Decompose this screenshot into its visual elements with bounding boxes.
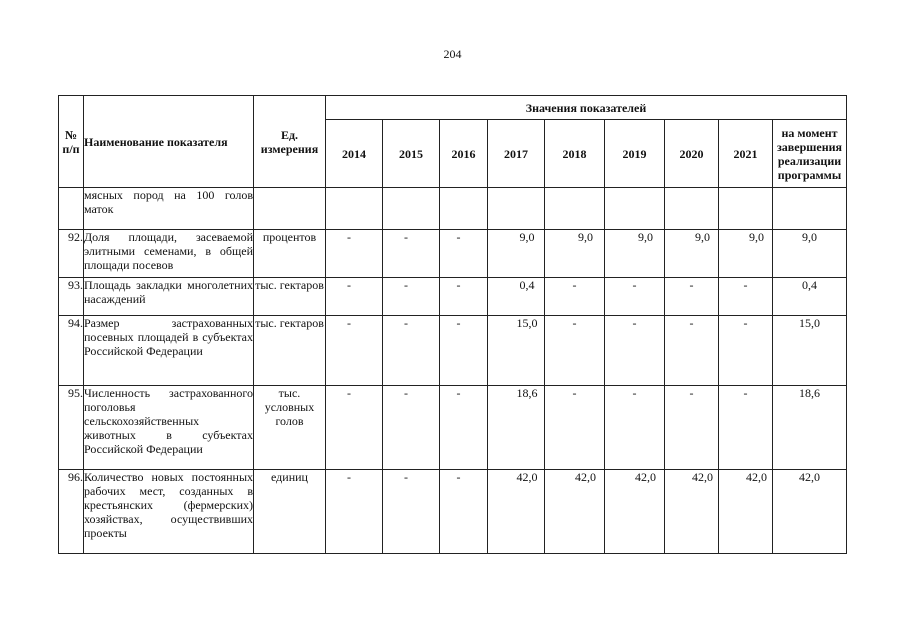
row-value: 42,0 [605,470,665,554]
row-final [773,188,847,230]
header-year: 2019 [605,120,665,188]
row-value: - [605,386,665,470]
header-year: 2015 [383,120,440,188]
table-row [59,470,847,554]
table-row-continuation [59,188,847,230]
header-unit: Ед. измерения [254,96,326,188]
row-value: 15,0 [488,316,545,386]
header-year: 2014 [326,120,383,188]
row-unit: тыс. гектаров [254,278,326,316]
row-value: 42,0 [488,470,545,554]
row-value: - [665,386,719,470]
row-name: Численность застрахованного поголовья сельскохозяйственных животных в субъектах Российской Федерации [84,386,254,470]
row-value [665,188,719,230]
row-unit [254,188,326,230]
row-unit: единиц [254,470,326,554]
row-name: Количество новых постоянных рабочих мест, созданных в крестьянских (фермерских) хозяйствах, осуществивших проекты [84,470,254,554]
row-value: - [440,386,488,470]
row-num: 96. [59,470,84,554]
row-value: 42,0 [545,470,605,554]
row-value: 9,0 [665,230,719,278]
table-row [59,278,847,316]
header-year: 2017 [488,120,545,188]
table-header [59,96,847,188]
row-value: - [440,230,488,278]
row-value: - [383,470,440,554]
row-final: 15,0 [773,316,847,386]
row-unit: тыс. условных голов [254,386,326,470]
row-value [605,188,665,230]
row-value: - [440,316,488,386]
row-unit: процентов [254,230,326,278]
header-final: на момент завершения реализации программы [773,120,847,188]
header-year: 2020 [665,120,719,188]
row-num: 93. [59,278,84,316]
table-row [59,386,847,470]
row-value: - [383,230,440,278]
row-value: - [326,470,383,554]
row-value [545,188,605,230]
header-num: № п/п [59,96,84,188]
row-value: 9,0 [719,230,773,278]
row-value: - [326,278,383,316]
row-value [488,188,545,230]
header-name: Наименование показателя [84,96,254,188]
row-name: Доля площади, засеваемой элитными семенами, в общей площади посевов [84,230,254,278]
indicators-table [58,95,847,554]
page-number: 204 [443,47,462,61]
row-final: 18,6 [773,386,847,470]
table-body [59,188,847,554]
row-value: - [545,316,605,386]
row-value [383,188,440,230]
row-value: - [383,278,440,316]
header-year: 2018 [545,120,605,188]
row-value: 42,0 [665,470,719,554]
row-value: - [605,278,665,316]
row-value: - [545,278,605,316]
row-value: - [383,316,440,386]
row-value: 18,6 [488,386,545,470]
row-value: - [605,316,665,386]
row-value: - [383,386,440,470]
row-value: 9,0 [545,230,605,278]
table-row [59,230,847,278]
row-name: Площадь закладки многолетних насаждений [84,278,254,316]
row-value: - [440,470,488,554]
row-final: 42,0 [773,470,847,554]
row-value: - [665,316,719,386]
row-num [59,188,84,230]
row-value: - [545,386,605,470]
row-name: Размер застрахованных посевных площадей в субъектах Российской Федерации [84,316,254,386]
row-unit: тыс. гектаров [254,316,326,386]
header-year: 2016 [440,120,488,188]
header-values-group: Значения показателей [326,96,847,120]
header-year: 2021 [719,120,773,188]
row-value: 9,0 [605,230,665,278]
row-value: 42,0 [719,470,773,554]
row-value: - [719,278,773,316]
row-name: мясных пород на 100 голов маток [84,188,254,230]
row-num: 92. [59,230,84,278]
row-value: - [326,230,383,278]
row-value: 0,4 [488,278,545,316]
row-value: 9,0 [488,230,545,278]
row-value: - [665,278,719,316]
row-value [719,188,773,230]
row-num: 94. [59,316,84,386]
row-value: - [440,278,488,316]
row-value [440,188,488,230]
row-value: - [326,316,383,386]
row-final: 0,4 [773,278,847,316]
row-num: 95. [59,386,84,470]
row-value: - [326,386,383,470]
row-final: 9,0 [773,230,847,278]
row-value: - [719,316,773,386]
row-value [326,188,383,230]
table-row [59,316,847,386]
row-value: - [719,386,773,470]
